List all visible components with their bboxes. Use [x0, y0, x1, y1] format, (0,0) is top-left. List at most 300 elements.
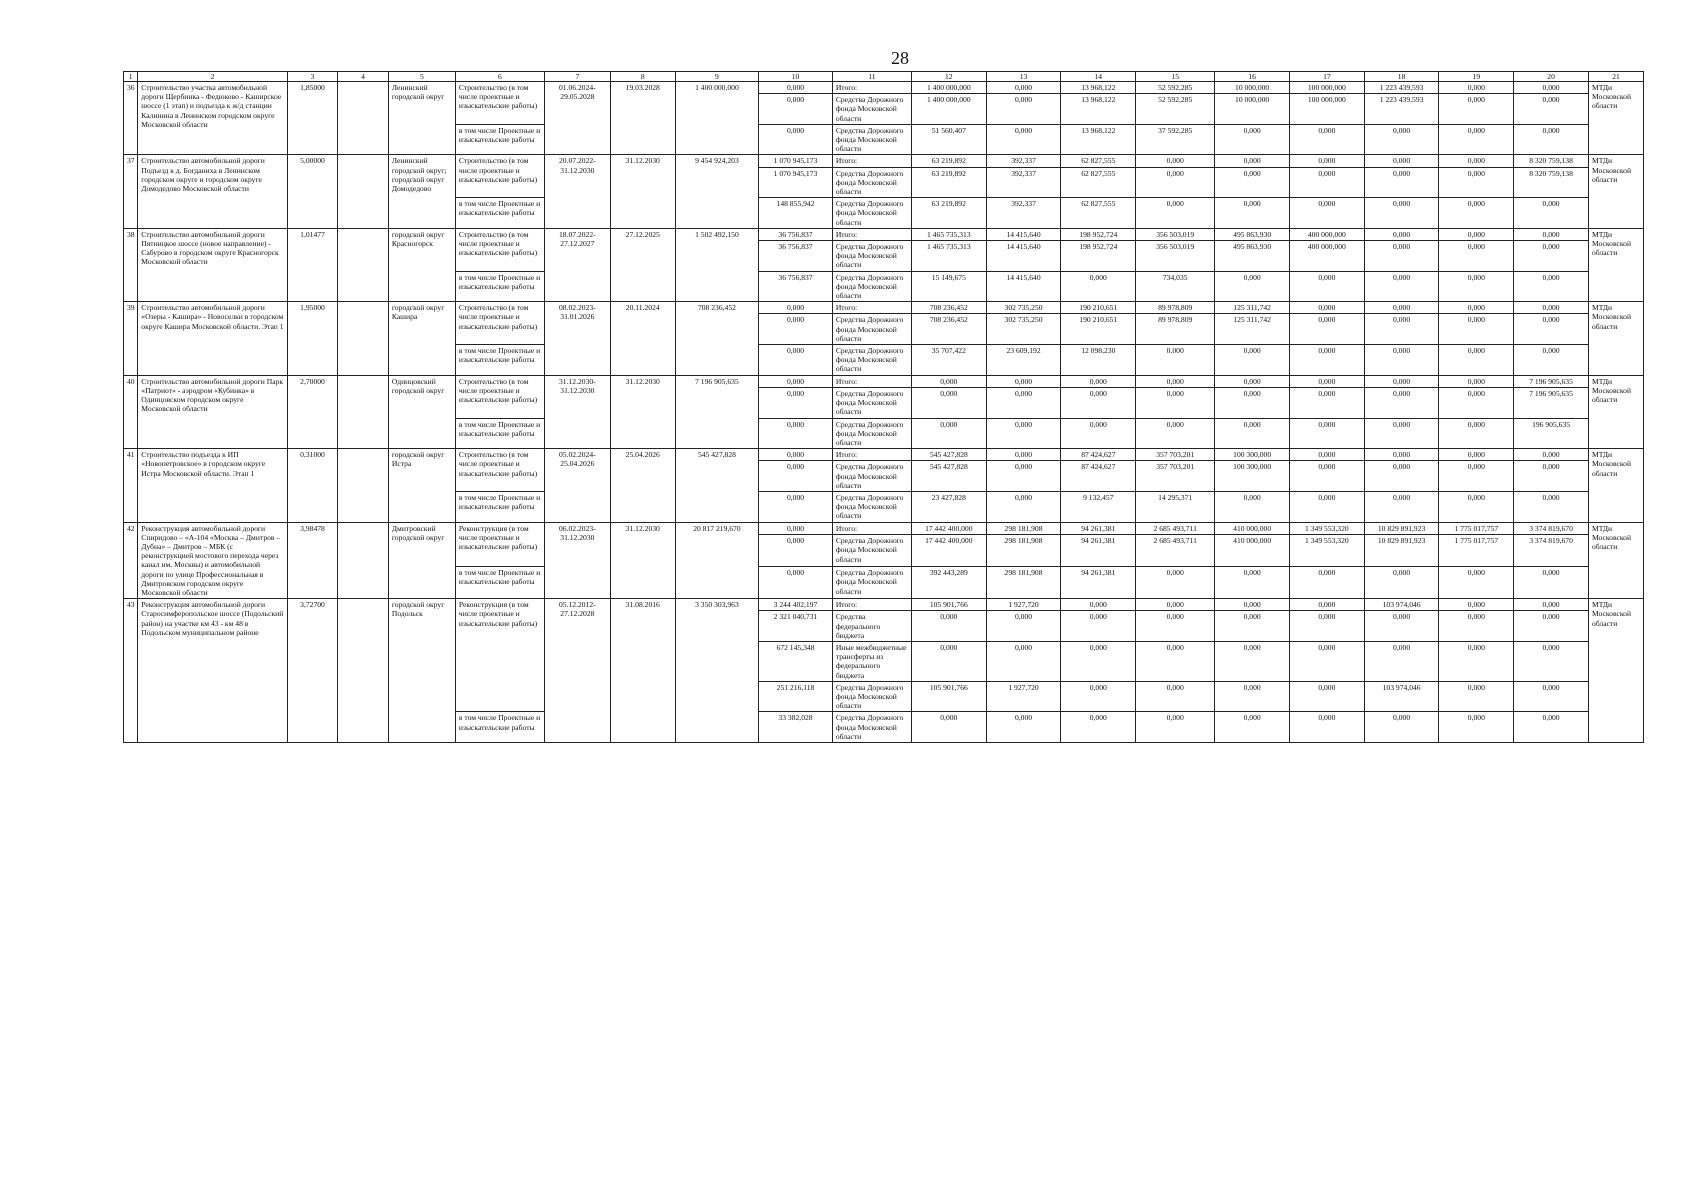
completion-date-cell: 20.11.2024 — [610, 302, 675, 375]
funding-value-cell: 0,000 — [1439, 271, 1514, 302]
capacity-cell: 3,72700 — [287, 599, 338, 743]
funding-value-cell: 0,000 — [1215, 712, 1290, 743]
funding-value-cell: 0,000 — [1136, 167, 1215, 198]
column-number-header: 19 — [1439, 72, 1514, 82]
completion-date-cell: 31.12.2030 — [610, 522, 675, 599]
estimated-cost-cell: 9 454 924,203 — [675, 155, 759, 228]
object-number-cell: 43 — [124, 599, 138, 743]
funding-source-cell: Средства Дорожного фонда Московской области — [832, 94, 911, 125]
financed-amount-cell: 36 756,837 — [759, 228, 833, 240]
funding-value-cell: 0,000 — [1439, 712, 1514, 743]
funding-value-cell: 103 974,046 — [1364, 599, 1439, 611]
funding-value-cell: 0,000 — [1439, 611, 1514, 642]
funding-value-cell: 0,000 — [1439, 124, 1514, 155]
financed-amount-cell: 0,000 — [759, 387, 833, 418]
funding-value-cell: 15 149,675 — [911, 271, 986, 302]
funding-source-cell: Средства Дорожного фонда Московской области — [832, 314, 911, 345]
work-period-cell: 20.07.2022- 31.12.2030 — [544, 155, 610, 228]
work-type-cell: Строительство (в том числе проектные и изыскательские работы) — [455, 155, 544, 198]
funding-value-cell: 298 181,908 — [986, 522, 1061, 535]
funding-source-cell: Иные межбюджетные трансферты из федерального бюджета — [832, 641, 911, 681]
funding-value-cell: 10 000,000 — [1215, 82, 1290, 94]
funding-value-cell: 0,000 — [1514, 302, 1589, 314]
funding-value-cell: 0,000 — [1514, 271, 1589, 302]
capacity-cell: 1,95000 — [287, 302, 338, 375]
funding-value-cell: 0,000 — [1364, 449, 1439, 461]
column-number-header: 8 — [610, 72, 675, 82]
capacity-cell: 3,98478 — [287, 522, 338, 599]
funding-value-cell: 0,000 — [1290, 611, 1365, 642]
location-cell: городской округ Кашира — [388, 302, 455, 375]
estimated-cost-cell: 1 400 000,000 — [675, 82, 759, 155]
column-number-header: 4 — [338, 72, 389, 82]
estimated-cost-cell: 7 196 905,635 — [675, 375, 759, 448]
funding-value-cell: 8 320 759,138 — [1514, 167, 1589, 198]
funding-value-cell: 410 000,000 — [1215, 522, 1290, 535]
funding-value-cell: 2 685 493,711 — [1136, 535, 1215, 567]
funding-value-cell: 0,000 — [1136, 387, 1215, 418]
funding-value-cell: 0,000 — [1290, 461, 1365, 492]
funding-value-cell: 400 000,000 — [1290, 241, 1365, 272]
funding-value-cell: 87 424,627 — [1061, 449, 1136, 461]
object-name-cell: Строительство автомобильной дороги Подъезд к д. Богданиха в Ленинском городском округе и городском округе Домодедово Московской области — [138, 155, 287, 228]
funding-value-cell: 0,000 — [986, 461, 1061, 492]
financed-amount-cell: 0,000 — [759, 82, 833, 94]
funding-value-cell: 0,000 — [1290, 314, 1365, 345]
column-number-header: 21 — [1588, 72, 1643, 82]
funding-value-cell: 0,000 — [1439, 491, 1514, 522]
capacity-cell: 5,00000 — [287, 155, 338, 228]
funding-value-cell: 87 424,627 — [1061, 461, 1136, 492]
funding-value-cell: 0,000 — [1439, 167, 1514, 198]
funding-value-cell: 89 978,809 — [1136, 314, 1215, 345]
funding-value-cell: 52 592,285 — [1136, 94, 1215, 125]
object-name-cell: Строительство подъезда к ИП «Новопетровское» в городском округе Истра Московской области. Этап 1 — [138, 449, 287, 522]
table-row — [124, 82, 1644, 94]
funding-value-cell: 545 427,828 — [911, 449, 986, 461]
funding-value-cell: 392,337 — [986, 198, 1061, 229]
column-number-header: 3 — [287, 72, 338, 82]
funding-value-cell: 0,000 — [1061, 599, 1136, 611]
funding-source-cell: Итого: — [832, 599, 911, 611]
financing-table-wrapper — [123, 71, 1644, 743]
financed-amount-cell: 0,000 — [759, 461, 833, 492]
column-number-header: 15 — [1136, 72, 1215, 82]
column-4-cell — [338, 228, 389, 301]
funding-value-cell: 12 098,230 — [1061, 345, 1136, 376]
funding-value-cell: 400 000,000 — [1290, 228, 1365, 240]
funding-source-cell: Итого: — [832, 228, 911, 240]
funding-value-cell: 0,000 — [1061, 375, 1136, 387]
funding-value-cell: 410 000,000 — [1215, 535, 1290, 567]
funding-value-cell: 0,000 — [1439, 82, 1514, 94]
financed-amount-cell: 36 756,837 — [759, 241, 833, 272]
funding-source-cell: Средства федерального бюджета — [832, 611, 911, 642]
object-number-cell: 40 — [124, 375, 138, 448]
funding-value-cell: 0,000 — [986, 94, 1061, 125]
estimated-cost-cell: 20 817 219,670 — [675, 522, 759, 599]
funding-value-cell: 0,000 — [986, 449, 1061, 461]
funding-value-cell: 0,000 — [1364, 461, 1439, 492]
funding-value-cell: 0,000 — [1215, 491, 1290, 522]
funding-value-cell: 0,000 — [1364, 387, 1439, 418]
funding-source-cell: Средства Дорожного фонда Московской области — [832, 387, 911, 418]
executor-cell: МТДи Московской области — [1588, 375, 1643, 448]
funding-value-cell: 0,000 — [1215, 345, 1290, 376]
funding-value-cell: 100 000,000 — [1290, 94, 1365, 125]
funding-source-cell: Средства Дорожного фонда Московской области — [832, 241, 911, 272]
funding-value-cell: 0,000 — [1514, 82, 1589, 94]
financed-amount-cell: 1 070 945,173 — [759, 155, 833, 167]
work-type-cell: Строительство (в том числе проектные и изыскательские работы) — [455, 375, 544, 418]
work-type-cell: Строительство (в том числе проектные и изыскательские работы) — [455, 82, 544, 125]
financed-amount-cell: 0,000 — [759, 375, 833, 387]
funding-value-cell: 356 503,019 — [1136, 241, 1215, 272]
column-number-header: 5 — [388, 72, 455, 82]
funding-value-cell: 0,000 — [1439, 302, 1514, 314]
funding-value-cell: 13 968,122 — [1061, 82, 1136, 94]
financed-amount-cell: 0,000 — [759, 314, 833, 345]
column-4-cell — [338, 375, 389, 448]
financed-amount-cell: 0,000 — [759, 418, 833, 449]
work-period-cell: 05.12.2012- 27.12.2028 — [544, 599, 610, 743]
funding-source-cell: Средства Дорожного фонда Московской области — [832, 712, 911, 743]
object-number-cell: 38 — [124, 228, 138, 301]
funding-value-cell: 0,000 — [986, 387, 1061, 418]
funding-value-cell: 1 349 553,320 — [1290, 522, 1365, 535]
funding-value-cell: 63 219,892 — [911, 198, 986, 229]
work-type-cell: в том числе Проектные и изыскательские работы — [455, 712, 544, 743]
funding-value-cell: 3 374 819,670 — [1514, 522, 1589, 535]
funding-value-cell: 37 592,285 — [1136, 124, 1215, 155]
column-number-header: 18 — [1364, 72, 1439, 82]
column-4-cell — [338, 599, 389, 743]
funding-value-cell: 62 827,555 — [1061, 155, 1136, 167]
funding-value-cell: 0,000 — [1136, 599, 1215, 611]
completion-date-cell: 31.12.2030 — [610, 155, 675, 228]
financed-amount-cell: 0,000 — [759, 491, 833, 522]
funding-value-cell: 0,000 — [911, 712, 986, 743]
financing-table — [123, 71, 1644, 743]
estimated-cost-cell: 3 350 303,963 — [675, 599, 759, 743]
funding-value-cell: 0,000 — [911, 375, 986, 387]
capacity-cell: 1,01477 — [287, 228, 338, 301]
funding-value-cell: 0,000 — [1364, 314, 1439, 345]
funding-value-cell: 0,000 — [1215, 124, 1290, 155]
column-number-header: 10 — [759, 72, 833, 82]
financed-amount-cell: 0,000 — [759, 345, 833, 376]
funding-value-cell: 0,000 — [1290, 155, 1365, 167]
funding-value-cell: 35 707,422 — [911, 345, 986, 376]
funding-value-cell: 0,000 — [1514, 345, 1589, 376]
executor-cell: МТДи Московской области — [1588, 155, 1643, 228]
funding-value-cell: 0,000 — [1215, 611, 1290, 642]
funding-value-cell: 0,000 — [1364, 418, 1439, 449]
financed-amount-cell: 251 216,118 — [759, 681, 833, 712]
page-number: 28 — [891, 48, 909, 68]
funding-value-cell: 0,000 — [1290, 387, 1365, 418]
funding-value-cell: 0,000 — [1061, 641, 1136, 681]
funding-value-cell: 0,000 — [1364, 241, 1439, 272]
funding-value-cell: 0,000 — [1215, 418, 1290, 449]
funding-value-cell: 94 261,381 — [1061, 535, 1136, 567]
funding-value-cell: 0,000 — [1364, 167, 1439, 198]
funding-value-cell: 0,000 — [1439, 567, 1514, 599]
funding-value-cell: 495 863,930 — [1215, 241, 1290, 272]
work-period-cell: 05.02.2024- 25.04.2026 — [544, 449, 610, 522]
funding-value-cell: 0,000 — [1290, 641, 1365, 681]
funding-value-cell: 0,000 — [1514, 491, 1589, 522]
funding-value-cell: 357 703,201 — [1136, 449, 1215, 461]
work-type-cell: в том числе Проектные и изыскательские работы — [455, 124, 544, 155]
funding-value-cell: 0,000 — [1439, 241, 1514, 272]
funding-source-cell: Итого: — [832, 522, 911, 535]
work-period-cell: 06.02.2023- 31.12.2030 — [544, 522, 610, 599]
work-type-cell: Реконструкция (в том числе проектные и изыскательские работы) — [455, 599, 544, 712]
funding-value-cell: 105 901,766 — [911, 599, 986, 611]
funding-source-cell: Итого: — [832, 155, 911, 167]
funding-value-cell: 0,000 — [1061, 387, 1136, 418]
funding-value-cell: 0,000 — [1136, 345, 1215, 376]
funding-value-cell: 1 223 439,593 — [1364, 82, 1439, 94]
location-cell: Ленинский городской округ — [388, 82, 455, 155]
funding-value-cell: 0,000 — [1215, 198, 1290, 229]
funding-value-cell: 0,000 — [1439, 228, 1514, 240]
completion-date-cell: 25.04.2026 — [610, 449, 675, 522]
executor-cell: МТДи Московской области — [1588, 228, 1643, 301]
funding-value-cell: 0,000 — [1364, 271, 1439, 302]
financed-amount-cell: 33 382,028 — [759, 712, 833, 743]
table-row — [124, 155, 1644, 167]
column-number-header: 9 — [675, 72, 759, 82]
funding-source-cell: Средства Дорожного фонда Московской области — [832, 124, 911, 155]
funding-value-cell: 0,000 — [1364, 155, 1439, 167]
location-cell: городской округ Красногорск — [388, 228, 455, 301]
funding-value-cell: 0,000 — [1136, 681, 1215, 712]
financed-amount-cell: 0,000 — [759, 535, 833, 567]
funding-value-cell: 198 952,724 — [1061, 228, 1136, 240]
completion-date-cell: 31.08.2016 — [610, 599, 675, 743]
funding-value-cell: 17 442 400,000 — [911, 522, 986, 535]
object-name-cell: Строительство автомобильной дороги «Озеры - Кашира» - Новоселки в городском округе Кашира Московской области. Этап 1 — [138, 302, 287, 375]
funding-value-cell: 51 560,407 — [911, 124, 986, 155]
funding-value-cell: 7 196 905,635 — [1514, 387, 1589, 418]
funding-value-cell: 13 968,122 — [1061, 124, 1136, 155]
funding-value-cell: 1 349 553,320 — [1290, 535, 1365, 567]
funding-value-cell: 0,000 — [1514, 681, 1589, 712]
funding-value-cell: 0,000 — [1514, 567, 1589, 599]
funding-value-cell: 63 219,892 — [911, 155, 986, 167]
funding-value-cell: 302 735,250 — [986, 314, 1061, 345]
financed-amount-cell: 36 756,837 — [759, 271, 833, 302]
object-name-cell: Реконструкция автомобильной дороги Старосимферопольское шоссе (Подольский район) на участке км 43 - км 48 в Подольском муниципальном районе — [138, 599, 287, 743]
funding-value-cell: 0,000 — [986, 375, 1061, 387]
financed-amount-cell: 0,000 — [759, 567, 833, 599]
funding-value-cell: 3 374 819,670 — [1514, 535, 1589, 567]
funding-value-cell: 0,000 — [1061, 611, 1136, 642]
funding-value-cell: 0,000 — [1514, 641, 1589, 681]
work-type-cell: Строительство (в том числе проектные и изыскательские работы) — [455, 302, 544, 345]
funding-value-cell: 0,000 — [1514, 94, 1589, 125]
executor-cell: МТДи Московской области — [1588, 449, 1643, 522]
financed-amount-cell: 0,000 — [759, 449, 833, 461]
funding-value-cell: 0,000 — [1290, 302, 1365, 314]
financed-amount-cell: 672 145,348 — [759, 641, 833, 681]
column-number-header: 2 — [138, 72, 287, 82]
funding-value-cell: 0,000 — [1514, 712, 1589, 743]
funding-value-cell: 1 465 735,313 — [911, 241, 986, 272]
funding-value-cell: 0,000 — [1439, 198, 1514, 229]
funding-value-cell: 0,000 — [1514, 228, 1589, 240]
funding-source-cell: Итого: — [832, 82, 911, 94]
funding-value-cell: 0,000 — [1439, 155, 1514, 167]
table-row — [124, 522, 1644, 535]
funding-value-cell: 0,000 — [1290, 599, 1365, 611]
funding-source-cell: Средства Дорожного фонда Московской области — [832, 491, 911, 522]
funding-value-cell: 0,000 — [1136, 418, 1215, 449]
financed-amount-cell: 0,000 — [759, 302, 833, 314]
funding-value-cell: 0,000 — [1290, 567, 1365, 599]
location-cell: городской округ Истра — [388, 449, 455, 522]
funding-value-cell: 0,000 — [1061, 418, 1136, 449]
object-name-cell: Строительство автомобильной дороги Парк «Патриот» - аэродром «Кубинка» в Одинцовском городском округе Московской области — [138, 375, 287, 448]
funding-value-cell: 198 952,724 — [1061, 241, 1136, 272]
funding-value-cell: 0,000 — [1215, 167, 1290, 198]
completion-date-cell: 31.12.2030 — [610, 375, 675, 448]
completion-date-cell: 27.12.2025 — [610, 228, 675, 301]
object-name-cell: Реконструкция автомобильной дороги Спиридово – «А-104 «Москва – Дмитров – Дубна» – Дмитров – МБК (с реконструкцией мостового перехода через канал им. Москвы) и автомобильной дороги по улице Профессиональная в Дмитровском городском округе Московской области — [138, 522, 287, 599]
funding-value-cell: 52 592,285 — [1136, 82, 1215, 94]
column-4-cell — [338, 82, 389, 155]
funding-value-cell: 1 400 000,000 — [911, 82, 986, 94]
column-4-cell — [338, 522, 389, 599]
funding-value-cell: 0,000 — [1439, 681, 1514, 712]
funding-value-cell: 13 968,122 — [1061, 94, 1136, 125]
funding-value-cell: 0,000 — [1364, 712, 1439, 743]
column-number-header: 6 — [455, 72, 544, 82]
work-period-cell: 01.06.2024- 29.05.2028 — [544, 82, 610, 155]
funding-value-cell: 0,000 — [1364, 491, 1439, 522]
financed-amount-cell: 3 244 402,197 — [759, 599, 833, 611]
funding-value-cell: 14 295,371 — [1136, 491, 1215, 522]
estimated-cost-cell: 545 427,828 — [675, 449, 759, 522]
funding-value-cell: 1 223 439,593 — [1364, 94, 1439, 125]
column-number-header: 7 — [544, 72, 610, 82]
object-number-cell: 39 — [124, 302, 138, 375]
funding-value-cell: 7 196 905,635 — [1514, 375, 1589, 387]
funding-value-cell: 0,000 — [1215, 271, 1290, 302]
object-number-cell: 41 — [124, 449, 138, 522]
funding-value-cell: 708 236,452 — [911, 314, 986, 345]
funding-value-cell: 0,000 — [1439, 375, 1514, 387]
work-type-cell: в том числе Проектные и изыскательские работы — [455, 491, 544, 522]
funding-value-cell: 103 974,046 — [1364, 681, 1439, 712]
work-period-cell: 08.02.2023- 31.01.2026 — [544, 302, 610, 375]
funding-value-cell: 0,000 — [1364, 228, 1439, 240]
funding-value-cell: 125 311,742 — [1215, 302, 1290, 314]
funding-value-cell: 1 927,720 — [986, 599, 1061, 611]
funding-source-cell: Средства Дорожного фонда Московской области — [832, 345, 911, 376]
work-period-cell: 18.07.2022- 27.12.2027 — [544, 228, 610, 301]
funding-value-cell: 190 210,651 — [1061, 314, 1136, 345]
funding-value-cell: 23 427,828 — [911, 491, 986, 522]
object-name-cell: Строительство автомобильной дороги Пятницкое шоссе (новое направление) - Сабурово в городском округе Красногорск Московской области — [138, 228, 287, 301]
funding-value-cell: 0,000 — [1364, 124, 1439, 155]
table-row — [124, 375, 1644, 387]
funding-value-cell: 0,000 — [1290, 375, 1365, 387]
funding-source-cell: Средства Дорожного фонда Московской области — [832, 271, 911, 302]
table-row — [124, 302, 1644, 314]
funding-value-cell: 0,000 — [1439, 387, 1514, 418]
work-type-cell: Строительство (в том числе проектные и изыскательские работы) — [455, 449, 544, 492]
funding-value-cell: 298 181,908 — [986, 535, 1061, 567]
funding-value-cell: 0,000 — [1439, 345, 1514, 376]
funding-value-cell: 0,000 — [911, 418, 986, 449]
funding-value-cell: 2 685 493,711 — [1136, 522, 1215, 535]
funding-value-cell: 0,000 — [1215, 567, 1290, 599]
funding-value-cell: 0,000 — [1061, 271, 1136, 302]
funding-source-cell: Средства Дорожного фонда Московской области — [832, 681, 911, 712]
funding-source-cell: Средства Дорожного фонда Московской области — [832, 567, 911, 599]
column-number-header: 16 — [1215, 72, 1290, 82]
funding-value-cell: 1 400 000,000 — [911, 94, 986, 125]
funding-value-cell: 0,000 — [1215, 599, 1290, 611]
funding-value-cell: 0,000 — [1439, 94, 1514, 125]
object-number-cell: 36 — [124, 82, 138, 155]
funding-value-cell: 0,000 — [1215, 155, 1290, 167]
funding-value-cell: 0,000 — [1514, 314, 1589, 345]
funding-value-cell: 0,000 — [1439, 314, 1514, 345]
funding-source-cell: Итого: — [832, 375, 911, 387]
funding-value-cell: 545 427,828 — [911, 461, 986, 492]
funding-value-cell: 0,000 — [986, 124, 1061, 155]
funding-source-cell: Средства Дорожного фонда Московской области — [832, 198, 911, 229]
funding-value-cell: 0,000 — [1061, 712, 1136, 743]
funding-value-cell: 298 181,908 — [986, 567, 1061, 599]
funding-value-cell: 0,000 — [986, 82, 1061, 94]
column-number-header: 11 — [832, 72, 911, 82]
funding-value-cell: 0,000 — [986, 491, 1061, 522]
work-type-cell: Строительство (в том числе проектные и изыскательские работы) — [455, 228, 544, 271]
column-number-header: 20 — [1514, 72, 1589, 82]
executor-cell: МТДи Московской области — [1588, 302, 1643, 375]
work-type-cell: в том числе Проектные и изыскательские работы — [455, 567, 544, 599]
table-row — [124, 228, 1644, 240]
executor-cell: МТДи Московской области — [1588, 599, 1643, 743]
column-number-header: 14 — [1061, 72, 1136, 82]
funding-value-cell: 0,000 — [1136, 641, 1215, 681]
funding-value-cell: 10 829 891,923 — [1364, 522, 1439, 535]
financed-amount-cell: 0,000 — [759, 522, 833, 535]
work-type-cell: Реконструкция (в том числе проектные и изыскательские работы) — [455, 522, 544, 567]
funding-value-cell: 0,000 — [1290, 712, 1365, 743]
estimated-cost-cell: 1 502 492,150 — [675, 228, 759, 301]
funding-value-cell: 0,000 — [1290, 681, 1365, 712]
object-number-cell: 42 — [124, 522, 138, 599]
funding-value-cell: 0,000 — [1364, 198, 1439, 229]
funding-source-cell: Итого: — [832, 449, 911, 461]
funding-value-cell: 0,000 — [1514, 241, 1589, 272]
funding-value-cell: 0,000 — [1136, 712, 1215, 743]
funding-value-cell: 0,000 — [911, 611, 986, 642]
funding-value-cell: 0,000 — [1136, 567, 1215, 599]
funding-value-cell: 0,000 — [986, 712, 1061, 743]
financed-amount-cell: 0,000 — [759, 124, 833, 155]
funding-value-cell: 105 901,766 — [911, 681, 986, 712]
work-type-cell: в том числе Проектные и изыскательские работы — [455, 345, 544, 376]
funding-value-cell: 708 236,452 — [911, 302, 986, 314]
table-row — [124, 449, 1644, 461]
